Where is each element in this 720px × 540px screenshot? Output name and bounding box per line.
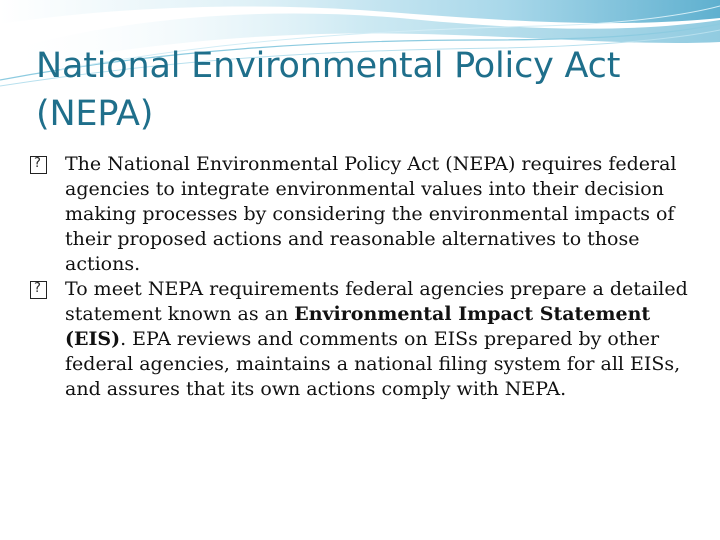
bullet-list bbox=[30, 152, 690, 402]
bullet-text-after: . EPA reviews and comments on EISs prepared by other federal agencies, maintains a national filing system for all EISs, and assures that its own actions comply with NEPA. bbox=[65, 328, 681, 400]
bullet-item-nepa-requirement bbox=[30, 152, 690, 277]
missing-glyph-box-icon bbox=[30, 281, 47, 299]
slide-title bbox=[36, 42, 696, 138]
bullet-text: The National Environmental Policy Act (NEPA) requires federal agencies to integrate environmental values into their decision making processes by considering the environmental impacts of their proposed actions and reasonable alternatives to those actions. bbox=[65, 153, 677, 275]
bullet-bold-term: Environmental Impact Statement (EIS) bbox=[65, 303, 651, 350]
bullet-text bbox=[65, 277, 690, 402]
missing-glyph-box-icon bbox=[30, 156, 47, 174]
slide-title-line-2: (NEPA) bbox=[36, 94, 154, 134]
bullet-item-eis bbox=[30, 277, 690, 402]
bullet-text-before: To meet NEPA requirements federal agencies prepare a detailed statement known as an bbox=[65, 278, 688, 325]
slide-title-line-1: National Environmental Policy Act bbox=[36, 46, 621, 86]
